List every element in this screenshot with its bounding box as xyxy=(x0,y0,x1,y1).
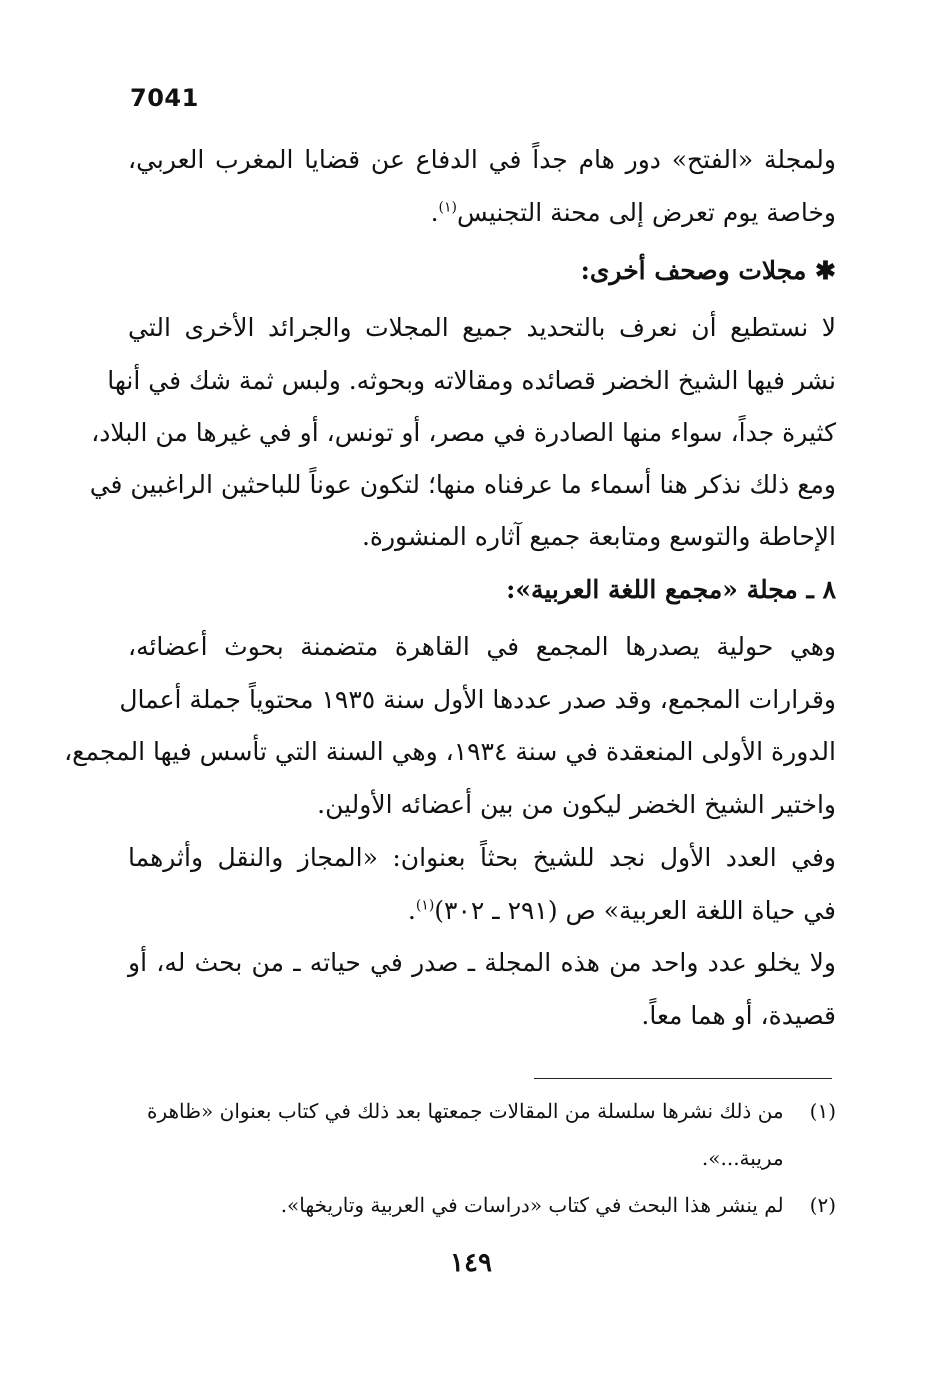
footnote-ref: (١) xyxy=(438,199,458,216)
footnote-2 xyxy=(128,1190,836,1220)
paragraph-line: ولا يخلو عدد واحد من هذه المجلة ـ صدر في حياته ـ من بحث له، أو xyxy=(128,948,836,977)
paragraph-line: وفي العدد الأول نجد للشيخ بحثاً بعنوان: «المجاز والنقل وأثرهما xyxy=(128,843,836,872)
footnote-1 xyxy=(128,1096,836,1126)
paragraph-line: الدورة الأولى المنعقدة في سنة ١٩٣٤، وهي السنة التي تأسس فيها المجمع، xyxy=(64,737,836,766)
section-heading: ✱ مجلات وصحف أخرى: xyxy=(580,256,836,285)
paragraph-line xyxy=(128,893,836,929)
footnote-text: لم ينشر هذا البحث في كتاب «دراسات في العربية وتاريخها». xyxy=(280,1193,784,1217)
paragraph-line: وقرارات المجمع، وقد صدر عددها الأول سنة ١٩٣٥ محتوياً جملة أعمال xyxy=(119,685,836,714)
footnote-divider xyxy=(534,1078,832,1079)
paragraph-line: كثيرة جداً، سواء منها الصادرة في مصر، أو تونس، أو في غيرها من البلاد، xyxy=(91,418,836,447)
footnote-number: (١) xyxy=(809,1099,836,1123)
section-heading: ٨ ـ مجلة «مجمع اللغة العربية»: xyxy=(506,575,836,604)
text-run: وخاصة يوم تعرض إلى محنة التجنيس xyxy=(457,198,836,227)
text-run: . xyxy=(430,198,439,227)
footnote-text: مريبة...». xyxy=(701,1146,784,1170)
paragraph-line: وهي حولية يصدرها المجمع في القاهرة متضمنة بحوث أعضائه، xyxy=(128,632,836,661)
footnote-text: من ذلك نشرها سلسلة من المقالات جمعتها بعد ذلك في كتاب بعنوان «ظاهرة xyxy=(146,1099,784,1123)
text-run: ولمجلة «الفتح» دور هام جداً في الدفاع عن قضايا المغرب العربي، xyxy=(128,145,836,174)
footnote-1-continued xyxy=(128,1143,836,1173)
page-number: ١٤٩ xyxy=(450,1248,492,1278)
text-run: في حياة اللغة العربية» ص (٢٩١ ـ ٣٠٢) xyxy=(434,896,836,925)
paragraph-line: الإحاطة والتوسع ومتابعة جميع آثاره المنشورة. xyxy=(361,522,836,551)
page-id: 7041 xyxy=(130,84,199,112)
paragraph-line: نشر فيها الشيخ الخضر قصائده ومقالاته وبحوثه. ولبس ثمة شك في أنها xyxy=(107,366,836,395)
paragraph-line xyxy=(128,195,836,231)
footnote-ref: (١) xyxy=(415,897,435,914)
text-run: . xyxy=(407,896,416,925)
paragraph-line xyxy=(128,142,836,178)
paragraph-line: واختير الشيخ الخضر ليكون من بين أعضائه الأولين. xyxy=(317,790,836,819)
footnote-number: (٢) xyxy=(809,1193,836,1217)
paragraph-line: ومع ذلك نذكر هنا أسماء ما عرفناه منها؛ لتكون عوناً للباحثين الراغبين في xyxy=(89,470,836,499)
paragraph-line: لا نستطيع أن نعرف بالتحديد جميع المجلات والجرائد الأخرى التي xyxy=(128,313,836,342)
paragraph-line: قصيدة، أو هما معاً. xyxy=(641,1001,836,1030)
